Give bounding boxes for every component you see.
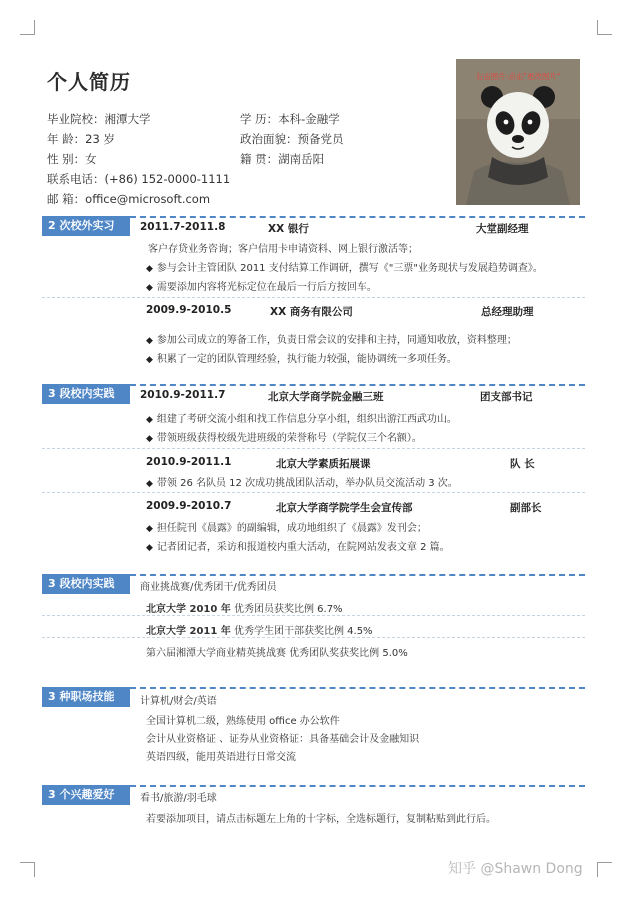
watermark: 知乎 @Shawn Dong [448,861,583,877]
section-tab-campus: 3 段校内实践 [42,384,130,404]
page-corner-mark [597,862,612,877]
entry-org: XX 商务有限公司 [270,306,353,318]
section-tab-honors: 3 段校内实践 [42,574,130,594]
entry-separator [42,448,585,449]
entry-date: 2009.9-2010.7 [146,500,232,512]
entry-bullet-line: ◆ 组建了考研交流小组和找工作信息分享小组，组织出游江西武功山。 [146,414,457,425]
entry-bullet-line: ◆ 带领 26 名队员 12 次成功挑战团队活动，举办队员交流活动 3 次。 [146,478,458,489]
section-divider [130,687,585,689]
info-age: 年 龄：23 岁 [47,132,115,146]
entry-separator [42,297,585,298]
entry-bullet-line: ◆ 参与会计主管团队 2011 支付结算工作调研，撰写《"三票"业务现状与发展趋势调查》。 [146,263,543,274]
page-corner-mark [20,20,35,35]
entry-role: 大堂副经理 [476,223,529,235]
honor-item: 北京大学 2010 年 优秀团员获奖比例 6.7% [146,604,343,615]
entry-role: 队 长 [510,458,535,470]
section-tab-hobbies: 3 个兴趣爱好 [42,785,130,805]
entry-date: 2009.9-2010.5 [146,304,232,316]
skill-item: 英语四级，能用英语进行日常交流 [146,752,296,763]
photo-hint: 右击图片-点击"更改图片" [475,72,561,81]
page-corner-mark [20,862,35,877]
entry-org: 北京大学商学院金融三班 [268,391,384,403]
entry-org: 北京大学素质拓展课 [276,458,371,470]
info-gender: 性 别：女 [47,152,97,166]
hobbies-header: 看书/旅游/羽毛球 [140,793,217,804]
entry-bullet-line: ◆ 担任院刊《晨露》的副编辑，成功地组织了《晨露》发刊会； [146,523,427,534]
entry-separator [42,615,585,616]
page-corner-mark [597,20,612,35]
skill-item: 全国计算机二级，熟练使用 office 办公软件 [146,716,340,727]
entry-date: 2010.9-2011.1 [146,456,232,468]
section-divider [130,785,585,787]
entry-bullet-line: ◆ 参加公司成立的筹备工作，负责日常会议的安排和主持，同通知收放，资料整理； [146,335,517,346]
section-divider [130,216,585,218]
info-email: 邮 箱：office@microsoft.com [47,192,211,206]
entry-bullet-line: ◆ 带领班级获得校级先进班级的荣誉称号（学院仅三个名额）。 [146,433,422,444]
honors-header: 商业挑战赛/优秀团干/优秀团员 [140,582,277,593]
hobby-item: 若要添加项目，请点击标题左上角的十字标，全选标题行，复制粘贴到此行后。 [146,814,496,825]
entry-bullet-line: ◆ 积累了一定的团队管理经验，执行能力较强，能协调统一多项任务。 [146,354,457,365]
entry-role: 总经理助理 [481,306,534,318]
info-hometown: 籍 贯：湖南岳阳 [240,152,325,166]
entry-bullet-line: ◆ 需要添加内容将光标定位在最后一行后方按回车。 [146,282,377,293]
section-divider [130,574,585,576]
profile-photo[interactable] [456,59,580,205]
entry-role: 副部长 [510,502,542,514]
honor-item: 第六届湘潭大学商业精英挑战赛 优秀团队奖获奖比例 5.0% [146,648,408,659]
info-political: 政治面貌：预备党员 [240,132,344,146]
entry-org: XX 银行 [268,223,309,235]
entry-date: 2011.7-2011.8 [140,221,226,233]
entry-separator [42,637,585,638]
skill-item: 会计从业资格证 、证券从业资格证：具备基础会计及金融知识 [146,734,420,745]
entry-line: 客户存贷业务咨询；客户信用卡申请资料、网上银行激活等； [148,244,418,255]
entry-org: 北京大学商学院学生会宣传部 [276,502,413,514]
section-tab-skills: 3 种职场技能 [42,687,130,707]
info-phone: 联系电话：(+86) 152-0000-1111 [47,172,231,186]
entry-role: 团支部书记 [480,391,533,403]
skills-header: 计算机/财会/英语 [140,696,217,707]
info-school: 毕业院校：湘潭大学 [47,112,151,126]
entry-date: 2010.9-2011.7 [140,389,226,401]
info-degree: 学 历：本科-金融学 [240,112,340,126]
page-title: 个人简历 [47,70,131,94]
section-tab-internship: 2 次校外实习 [42,216,130,236]
section-divider [130,384,585,386]
entry-separator [42,492,585,493]
honor-item: 北京大学 2011 年 优秀学生团干部获奖比例 4.5% [146,626,373,637]
entry-bullet-line: ◆ 记者团记者，采访和报道校内重大活动，在院网站发表文章 2 篇。 [146,542,450,553]
